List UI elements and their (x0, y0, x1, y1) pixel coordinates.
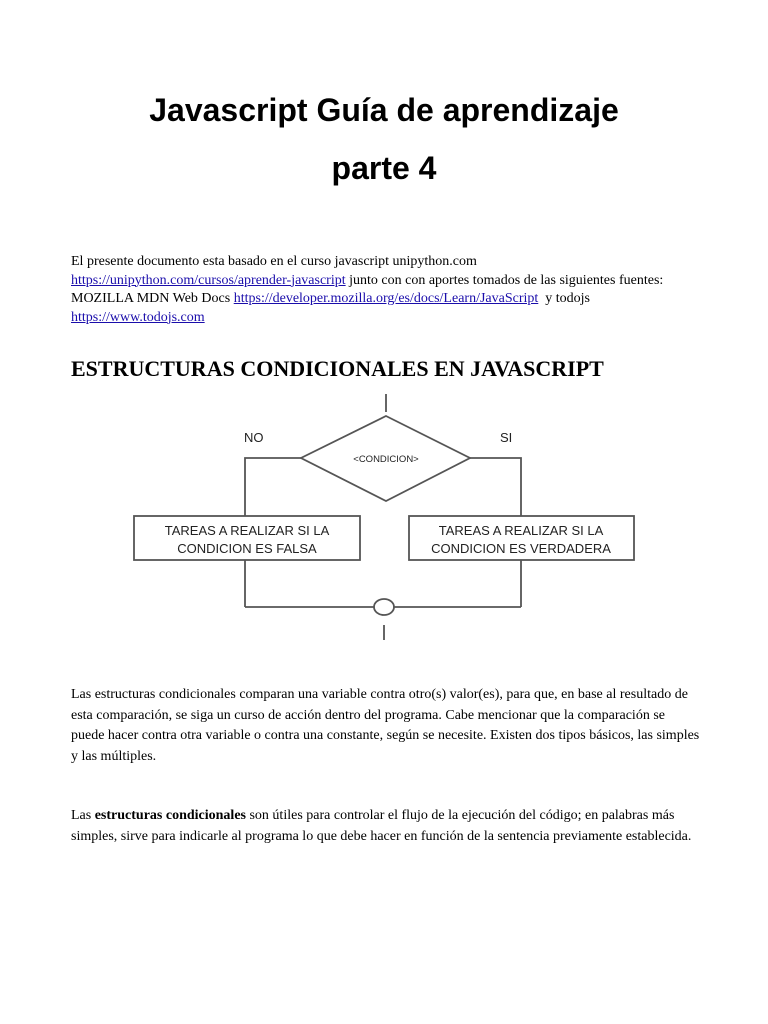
paragraph2-suffix: son útiles para controlar el flujo de la ejecución del código; en palabras más simples, sirve para indicarle al programa lo que debe hacer en función de la sentencia previamente establecida. (71, 808, 692, 844)
paragraph-conditional-usage (71, 806, 701, 847)
merge-connector (374, 599, 394, 615)
document-title-line-2: parte 4 (331, 150, 437, 186)
true-box-line-2: CONDICION ES VERDADERA (431, 541, 611, 556)
mdn-link[interactable]: https://developer.mozilla.org/es/docs/Learn/JavaScript (233, 291, 539, 306)
yes-branch-line (470, 458, 521, 516)
unipython-course-link[interactable]: https://unipython.com/cursos/aprender-javascript (71, 272, 346, 288)
intro-text-2: junto con con aportes tomados de las siguientes fuentes: MOZILLA MDN Web Docs (71, 272, 664, 306)
section-heading: ESTRUCTURAS CONDICIONALES EN JAVASCRIPT (71, 356, 604, 381)
si-label: SI (500, 430, 513, 445)
false-box-line-2: CONDICION ES FALSA (177, 541, 317, 556)
intro-paragraph (71, 253, 701, 327)
paragraph2-prefix: Las (71, 808, 92, 823)
no-branch-line (245, 458, 301, 516)
paragraph-conditional-structures: Las estructuras condicionales comparan una variable contra otro(s) valor(es), para que, en base al resultado de esta comparación, se siga un curso de acción dentro del programa. Cabe mencionar que la comparación se puede hacer contra otra variable o contra una constante, según se necesite. Existen dos tipos básicos, las simples y las múltiples. (71, 687, 700, 764)
paragraph2-bold-term: estructuras condicionales (94, 808, 246, 823)
intro-text-1: El presente documento esta basado en el curso javascript unipython.com (71, 254, 477, 269)
conditional-flowchart (120, 390, 650, 645)
false-box-line-1: TAREAS A REALIZAR SI LA (164, 523, 330, 538)
document-title-line-1: Javascript Guía de aprendizaje (149, 92, 619, 128)
no-label: NO (244, 430, 264, 445)
condition-label: <CONDICION> (353, 454, 419, 465)
intro-text-3: y todojs (545, 291, 591, 306)
true-box-line-1: TAREAS A REALIZAR SI LA (438, 523, 604, 538)
todojs-link[interactable]: https://www.todojs.com (71, 309, 205, 325)
